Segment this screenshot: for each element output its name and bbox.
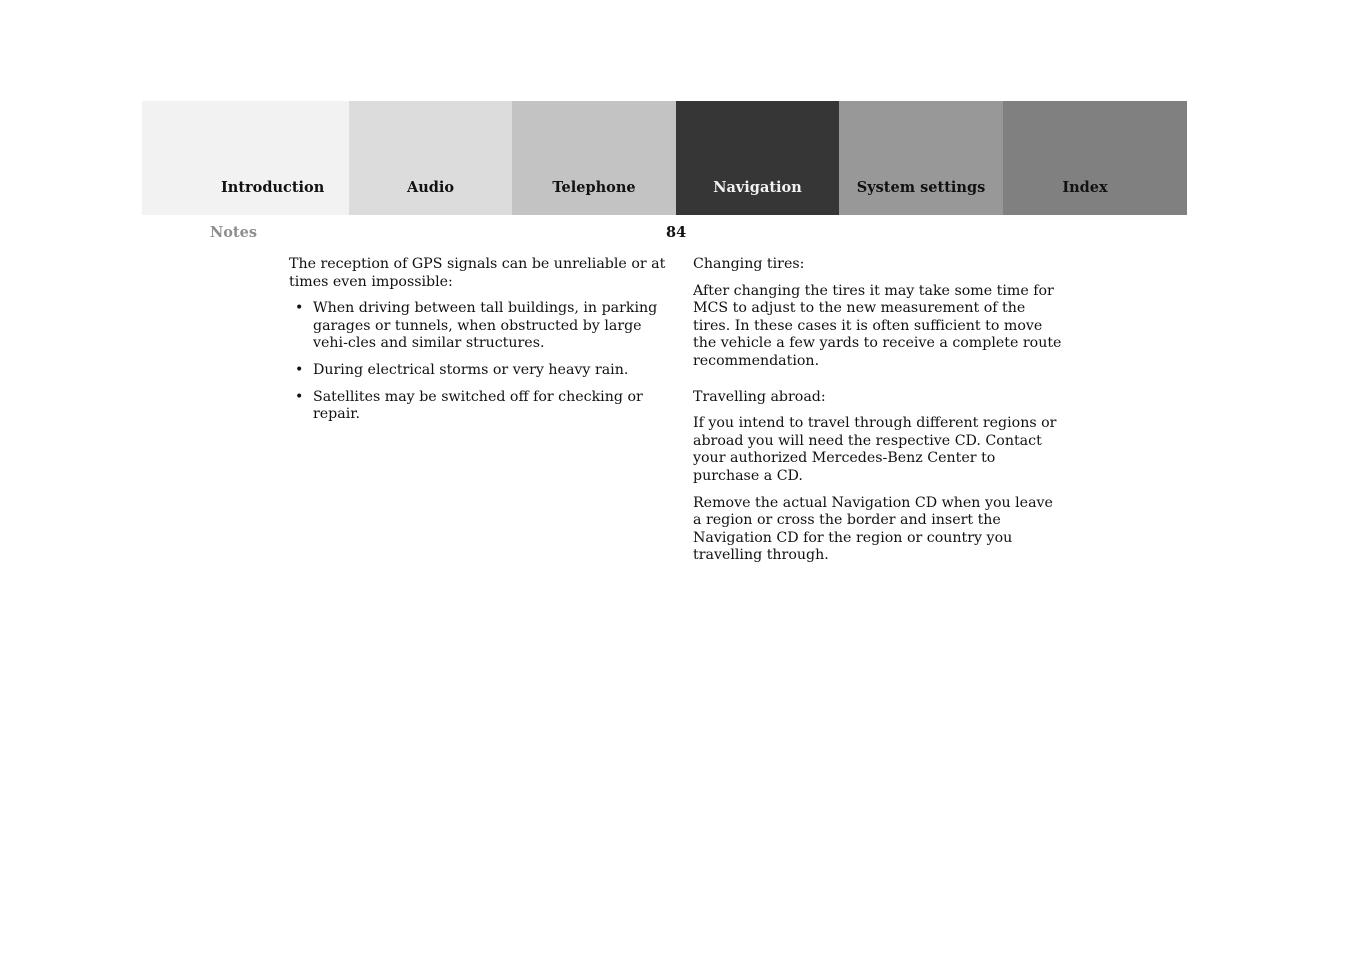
travelling-abroad-paragraph-2: Remove the actual Navigation CD when you leave a region or cross the border and insert the Navigation CD for the region or country you travelling through. (693, 494, 1053, 564)
list-item: • When driving between tall buildings, in parking garages or tunnels, when obstructed by large vehi-cles and similar structures. (289, 300, 669, 353)
changing-tires-paragraph: After changing the tires it may take some time for MCS to adjust to the new measurement of the tires. In these cases it is often sufficient to move the vehicle a few yards to receive a complete route recommendation. (693, 282, 1062, 369)
tab-navigation-label: Navigation (713, 179, 802, 196)
left-column (289, 256, 669, 433)
tab-introduction-label: Introduction (221, 179, 325, 196)
chapter-tab-bar (142, 101, 1187, 215)
changing-tires-heading: Changing tires: (693, 256, 805, 272)
list-item: • Satellites may be switched off for checking or repair. (289, 389, 669, 424)
tab-introduction[interactable] (142, 101, 349, 215)
tab-index-label: Index (1062, 179, 1108, 196)
tab-navigation[interactable] (676, 101, 839, 215)
tab-system-settings[interactable] (839, 101, 1003, 215)
right-column (693, 256, 1065, 574)
tab-audio-label: Audio (406, 179, 455, 196)
page-number: 84 (666, 224, 687, 241)
list-item: • During electrical storms or very heavy rain. (289, 362, 669, 380)
tab-audio[interactable] (349, 101, 512, 215)
tab-telephone[interactable] (512, 101, 676, 215)
travelling-abroad-paragraph-1: If you intend to travel through different regions or abroad you will need the respective CD. Contact your authorized Mercedes-Benz Center to purchase a CD. (693, 415, 1057, 484)
tab-index[interactable] (1003, 101, 1187, 215)
travelling-abroad-heading: Travelling abroad: (693, 388, 826, 405)
section-title: Notes (210, 224, 258, 241)
tab-telephone-label: Telephone (552, 179, 636, 196)
gps-conditions-list (289, 300, 669, 424)
gps-intro-paragraph: The reception of GPS signals can be unreliable or at times even impossible: (289, 256, 666, 290)
tab-system-settings-label: System settings (856, 179, 986, 196)
